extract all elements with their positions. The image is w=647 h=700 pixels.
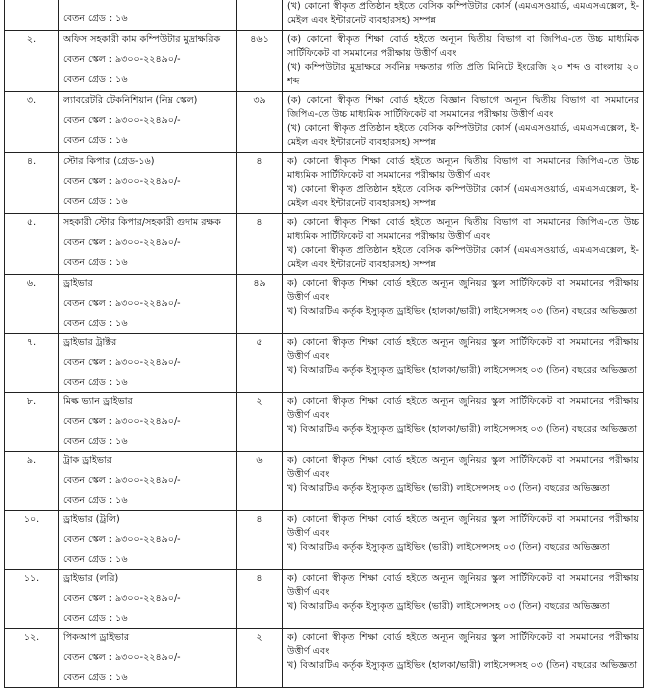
table-row — [5, 629, 644, 688]
table-row — [5, 334, 644, 393]
post-name: ড্রাইভার (লরি) — [63, 573, 119, 584]
pay-scale: বেতন স্কেল : ৯৩০০-২২৪৯০/- — [63, 593, 181, 604]
qualification-item: খ) কোনো স্বীকৃত প্রতিষ্ঠান হইতে বেসিক কম্পিউটার কোর্স (এমএসওয়ার্ড, এমএসএক্সেল, ই-মেইল এবং ইন্টারনেট ব্যবহারসহ) সম্পন্ন — [287, 245, 639, 270]
qualifications — [283, 31, 644, 92]
qualification-item: ক) কোনো স্বীকৃত শিক্ষা বোর্ড হইতে অন্যূন জুনিয়র স্কুল সার্টিফিকেট বা সমমানের পরীক্ষায় উত্তীর্ণ এবং — [287, 278, 639, 303]
pay-grade: বেতন গ্রেড : ১৬ — [63, 495, 128, 506]
qualification-item: খ) বিআরটিএ কর্তৃক ইস্যুকৃত ড্রাইভিং (হালকা/ভারী) লাইসেন্সসহ ০৩ (তিন) বছরের অভিজ্ঞতা — [287, 424, 638, 435]
qualification-item: খ) বিআরটিএ কর্তৃক ইস্যুকৃত ড্রাইভিং (হালকা/ভারী) লাইসেন্সসহ ০৩ (তিন) বছরের অভিজ্ঞতা — [287, 365, 638, 376]
serial-number: ৭. — [5, 334, 59, 393]
qualifications — [283, 452, 644, 511]
qualifications — [283, 570, 644, 629]
post-cell — [59, 570, 237, 629]
post-count: ২ — [237, 629, 283, 688]
serial-number: ১২. — [5, 629, 59, 688]
qualifications — [283, 275, 644, 334]
post-count: ৪ — [237, 214, 283, 275]
pay-grade: বেতন গ্রেড : ১৬ — [63, 318, 128, 329]
qualifications — [283, 92, 644, 153]
post-cell — [59, 214, 237, 275]
qualification-item: ক) কোনো স্বীকৃত শিক্ষা বোর্ড হইতে অন্যূন জুনিয়র স্কুল সার্টিফিকেট বা সমমানের পরীক্ষায় উত্তীর্ণ এবং — [287, 632, 639, 657]
post-cell — [59, 629, 237, 688]
pay-grade: বেতন গ্রেড : ১৬ — [63, 613, 128, 624]
post-count: ৪ — [237, 570, 283, 629]
table-body — [5, 0, 644, 688]
post-cell — [59, 31, 237, 92]
pay-scale: বেতন স্কেল : ৯৩০০-২২৪৯০/- — [63, 176, 181, 187]
post-name: পিকআপ ড্রাইভার — [63, 632, 130, 643]
serial-number: ১০. — [5, 511, 59, 570]
pay-scale: বেতন স্কেল : ৯৩০০-২২৪৯০/- — [63, 237, 181, 248]
post-count: ২ — [237, 393, 283, 452]
qualification-item: (ক) কোনো স্বীকৃত শিক্ষা বোর্ড হইতে বিজ্ঞান বিভাগে অন্যূন দ্বিতীয় বিভাগ বা সমমানের জিপিএ-তে উচ্চ মাধ্যমিক সার্টিফিকেট বা সমমানের পরীক্ষায় উত্তীর্ণ এবং — [287, 95, 639, 120]
serial-number: ৮. — [5, 393, 59, 452]
qualification-item: ক) কোনো স্বীকৃত শিক্ষা বোর্ড হইতে অন্যূন দ্বিতীয় বিভাগ বা সমমানের জিপিএ-তে উচ্চ মাধ্যমিক সার্টিফিকেট বা সমমানের পরীক্ষায় উত্তীর্ণ এবং — [287, 156, 639, 181]
qualifications — [283, 153, 644, 214]
serial-number: ৪. — [5, 153, 59, 214]
qualification-item: খ) বিআরটিএ কর্তৃক ইস্যুকৃত ড্রাইভিং (হালকা/ভারী) লাইসেন্সসহ ০৩ (তিন) বছরের অভিজ্ঞতা — [287, 306, 638, 317]
post-cell — [59, 452, 237, 511]
serial-number: ১১. — [5, 570, 59, 629]
qualification-item: (খ) কম্পিউটার মুদ্রাক্ষরে সর্বনিম্ন দক্ষতার গতি প্রতি মিনিটে ইংরেজি ২০ শব্দ ও বাংলায় ২০ শব্দ — [287, 62, 639, 87]
post-name: সহকারী স্টোর কিপার/সহকারী গুদাম রক্ষক — [63, 217, 221, 228]
qualification-item: ক) কোনো স্বীকৃত শিক্ষা বোর্ড হইতে অন্যূন জুনিয়র স্কুল সার্টিফিকেট বা সমমানের পরীক্ষায় উত্তীর্ণ এবং — [287, 514, 639, 539]
qualifications — [283, 629, 644, 688]
serial-number: ৯. — [5, 452, 59, 511]
pay-scale: বেতন স্কেল : ৯৩০০-২২৪৯০/- — [63, 115, 181, 126]
pay-grade: বেতন গ্রেড : ১৬ — [63, 436, 128, 447]
table-row — [5, 0, 644, 31]
pay-grade: বেতন গ্রেড : ১৬ — [63, 554, 128, 565]
pay-scale: বেতন স্কেল : ৯৩০০-২২৪৯০/- — [63, 357, 181, 368]
serial-number: ৩. — [5, 92, 59, 153]
qualification-item: (ক) কোনো স্বীকৃত শিক্ষা বোর্ড হইতে অন্যূন দ্বিতীয় বিভাগ বা জিপিএ-তে উচ্চ মাধ্যমিক সার্টিফিকেট বা সমমানের পরীক্ষায় উত্তীর্ণ এবং — [287, 34, 639, 59]
qualification-item: ক) কোনো স্বীকৃত শিক্ষা বোর্ড হইতে অন্যূন জুনিয়র স্কুল সার্টিফিকেট বা সমমানের পরীক্ষায় উত্তীর্ণ এবং — [287, 337, 639, 362]
post-count: ৪ — [237, 511, 283, 570]
qualifications — [283, 214, 644, 275]
post-cell — [59, 92, 237, 153]
qualification-item: খ) বিআরটিএ কর্তৃক ইস্যুকৃত ড্রাইভিং (হালকা/ভারী) লাইসেন্সসহ ০৩ (তিন) বছরের অভিজ্ঞতা — [287, 660, 638, 671]
table-row — [5, 92, 644, 153]
pay-grade: বেতন গ্রেড : ১৬ — [63, 135, 128, 146]
post-count: ৪ — [237, 153, 283, 214]
post-count: ৪৯ — [237, 275, 283, 334]
qualification-item: খ) বিআরটিএ কর্তৃক ইস্যুকৃত ড্রাইভিং (ভারী) লাইসেন্সসহ ০৩ (তিন) বছরের অভিজ্ঞতা — [287, 601, 610, 612]
post-name: ড্রাইভার (ট্রলি) — [63, 514, 120, 525]
post-name: ল্যাবরেটরি টেকনিশিয়ান (নিম্ন স্কেল) — [63, 95, 198, 106]
table-row — [5, 275, 644, 334]
qualifications — [283, 0, 644, 31]
pay-scale: বেতন স্কেল : ৯৩০০-২২৪৯০/- — [63, 416, 181, 427]
table-row — [5, 31, 644, 92]
post-name: অফিস সহকারী কাম কম্পিউটার মুদ্রাক্ষরিক — [63, 34, 221, 45]
post-cell — [59, 275, 237, 334]
post-cell — [59, 153, 237, 214]
post-count: ৫ — [237, 334, 283, 393]
table-row — [5, 153, 644, 214]
post-count: ৪৬১ — [237, 31, 283, 92]
table-row — [5, 511, 644, 570]
post-count: ৬ — [237, 452, 283, 511]
recruitment-table — [4, 0, 644, 688]
qualification-item: খ) বিআরটিএ কর্তৃক ইস্যুকৃত ড্রাইভিং (ভারী) লাইসেন্সসহ ০৩ (তিন) বছরের অভিজ্ঞতা — [287, 542, 610, 553]
serial-number — [5, 0, 59, 31]
pay-scale: বেতন স্কেল : ৯৩০০-২২৪৯০/- — [63, 475, 181, 486]
pay-grade: বেতন গ্রেড : ১৬ — [63, 377, 128, 388]
qualification-item: খ) কোনো স্বীকৃত প্রতিষ্ঠান হইতে বেসিক কম্পিউটার কোর্স (এমএসওয়ার্ড, এমএসএক্সেল, ই-মেইল এবং ইন্টারনেট ব্যবহারসহ) সম্পন্ন — [287, 184, 639, 209]
pay-grade: বেতন গ্রেড : ১৬ — [63, 196, 128, 207]
qualification-item: ক) কোনো স্বীকৃত শিক্ষা বোর্ড হইতে অন্যূন জুনিয়র স্কুল সার্টিফিকেট বা সমমানের পরীক্ষায় উত্তীর্ণ এবং — [287, 573, 639, 598]
post-cell — [59, 334, 237, 393]
post-name: স্টোর কিপার (গ্রেড-১৬) — [63, 156, 155, 167]
table-row — [5, 570, 644, 629]
table-row — [5, 452, 644, 511]
qualification-item: (খ) কোনো স্বীকৃত প্রতিষ্ঠান হইতে বেসিক কম্পিউটার কোর্স (এমএসওয়ার্ড, এমএসএক্সেল, ই-মেইল এবং ইন্টারনেট ব্যবহারসহ) সম্পন্ন — [287, 123, 639, 148]
table-row — [5, 214, 644, 275]
post-name: মিল্ক ভ্যান ড্রাইভার — [63, 396, 133, 407]
pay-grade: বেতন গ্রেড : ১৬ — [63, 257, 128, 268]
serial-number: ৬. — [5, 275, 59, 334]
qualification-item: ক) কোনো স্বীকৃত শিক্ষা বোর্ড হইতে অন্যূন জুনিয়র স্কুল সার্টিফিকেট বা সমমানের পরীক্ষায় উত্তীর্ণ এবং — [287, 396, 639, 421]
qualifications — [283, 334, 644, 393]
qualification-item: খ) বিআরটিএ কর্তৃক ইস্যুকৃত ড্রাইভিং (ভারী) লাইসেন্সসহ ০৩ (তিন) বছরের অভিজ্ঞতা — [287, 483, 610, 494]
serial-number: ৫. — [5, 214, 59, 275]
qualification-item: ক) কোনো স্বীকৃত শিক্ষা বোর্ড হইতে অন্যূন দ্বিতীয় বিভাগ বা সমমানের জিপিএ-তে উচ্চ মাধ্যমিক সার্টিফিকেট বা সমমানের পরীক্ষায় উত্তীর্ণ এবং — [287, 217, 639, 242]
post-name: ড্রাইভার — [63, 278, 93, 289]
post-count: ৩৯ — [237, 92, 283, 153]
pay-scale: বেতন স্কেল : ৯৩০০-২২৪৯০/- — [63, 298, 181, 309]
pay-grade: বেতন গ্রেড : ১৬ — [63, 672, 128, 683]
post-cell — [59, 511, 237, 570]
post-cell — [59, 393, 237, 452]
serial-number: ২. — [5, 31, 59, 92]
qualifications — [283, 393, 644, 452]
post-name: ট্রাক ড্রাইভার — [63, 455, 112, 466]
qualifications — [283, 511, 644, 570]
post-count — [237, 0, 283, 31]
pay-scale: বেতন স্কেল : ৯৩০০-২২৪৯০/- — [63, 652, 181, 663]
pay-scale: বেতন স্কেল : ৯৩০০-২২৪৯০/- — [63, 54, 181, 65]
pay-scale: বেতন স্কেল : ৯৩০০-২২৪৯০/- — [63, 534, 181, 545]
qualification-item: (খ) কোনো স্বীকৃত প্রতিষ্ঠান হইতে বেসিক কম্পিউটার কোর্স (এমএসওয়ার্ড, এমএসএক্সেল, ই-মেইল এবং ইন্টারনেট ব্যবহারসহ) সম্পন্ন — [287, 1, 639, 26]
pay-grade: বেতন গ্রেড : ১৬ — [63, 13, 128, 24]
post-name: ড্রাইভার ট্রাক্টর — [63, 337, 117, 348]
table-row — [5, 393, 644, 452]
pay-grade: বেতন গ্রেড : ১৬ — [63, 74, 128, 85]
post-cell — [59, 0, 237, 31]
qualification-item: ক) কোনো স্বীকৃত শিক্ষা বোর্ড হইতে অন্যূন জুনিয়র স্কুল সার্টিফিকেট বা সমমানের পরীক্ষায় উত্তীর্ণ এবং — [287, 455, 639, 480]
